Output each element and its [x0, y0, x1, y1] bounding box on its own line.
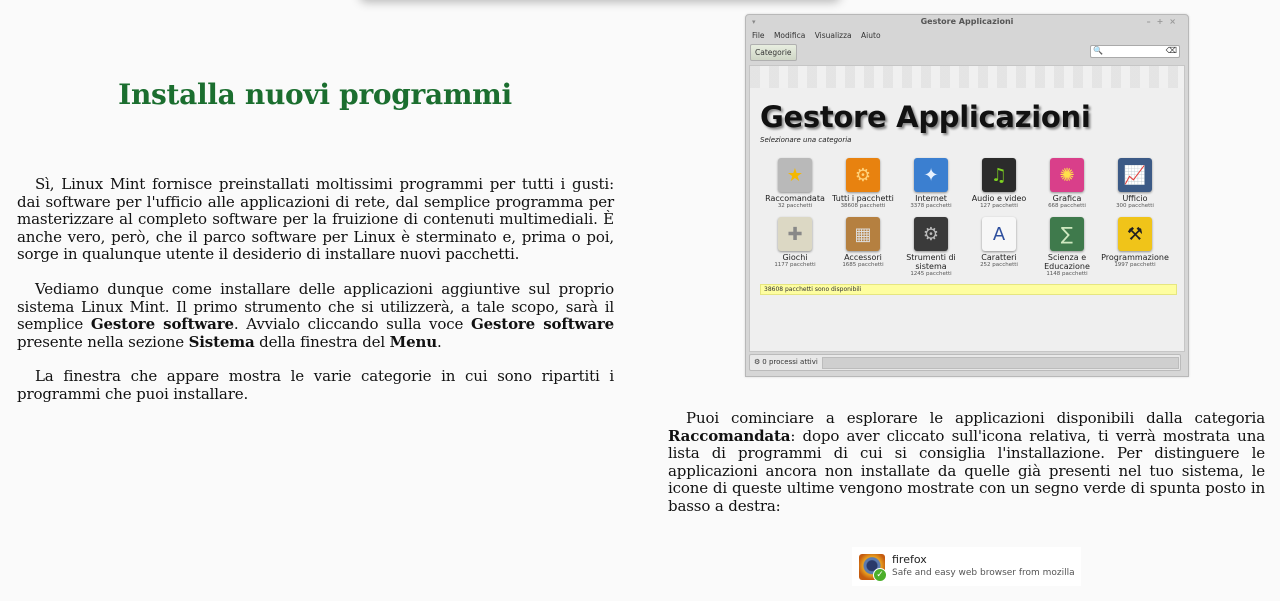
- category-icon: ⚙: [914, 217, 948, 251]
- category-ufficio[interactable]: [1100, 158, 1170, 210]
- category-icon: ✦: [914, 158, 948, 192]
- category-giochi[interactable]: [760, 217, 830, 269]
- menu-modifica[interactable]: Modifica: [773, 31, 806, 40]
- category-label: Audio e video: [971, 194, 1027, 203]
- bold-term: Gestore software: [470, 315, 614, 334]
- category-accessori[interactable]: [828, 217, 898, 269]
- menu-visualizza[interactable]: Visualizza: [814, 31, 852, 40]
- category-grafica[interactable]: [1032, 158, 1102, 210]
- processes-text: 0 processi attivi: [762, 358, 818, 366]
- bold-term: Raccomandata: [668, 426, 791, 445]
- search-icon: 🔍: [1093, 46, 1103, 55]
- category-internet[interactable]: [896, 158, 966, 210]
- text-run: : dopo aver cliccato sull'icona relativa, ti verrà mostrata una lista di programmi di cui si consiglia l'installazione. Per distinguere le applicazioni ancora non installate da quelle già presenti nel tuo sistema, le icone di queste ultime vengono mostrate con un segno verde di spunta posto in basso a destra:: [668, 426, 1265, 515]
- category-label: Grafica: [1052, 194, 1082, 203]
- close-icon[interactable]: ×: [1169, 17, 1182, 26]
- window-title: Gestore Applicazioni: [920, 17, 1014, 26]
- category-count: 1997 pacchetti: [1114, 262, 1156, 268]
- clear-search-icon[interactable]: ⌫: [1165, 46, 1177, 55]
- gestore-applicazioni-screenshot: [745, 14, 1189, 377]
- category-label: Strumenti di sistema: [906, 253, 956, 271]
- minimize-icon[interactable]: –: [1146, 17, 1157, 26]
- bold-term: Sistema: [188, 332, 255, 351]
- category-icon: A: [982, 217, 1016, 251]
- category-raccomandata[interactable]: [760, 158, 830, 210]
- search-input[interactable]: [1090, 45, 1180, 58]
- window-menu-icon[interactable]: ▾: [752, 18, 756, 26]
- text-run: .: [437, 332, 442, 351]
- category-label: Accessori: [844, 253, 882, 262]
- paragraph-categorie: [17, 368, 614, 403]
- header-stripes: [750, 66, 1184, 88]
- left-column: [17, 176, 614, 421]
- text-run: Vediamo dunque come installare delle applicazioni aggiuntive sul proprio sistema Linux Mint. Il primo strumento che si utilizzerà, a tale scopo, sarà il semplice: [17, 279, 614, 334]
- text-run: presente nella sezione: [17, 332, 189, 351]
- category-count: 1245 pacchetti: [910, 271, 952, 277]
- category-label: Scienza e Educazione: [1044, 253, 1090, 271]
- text-run: Puoi cominciare a esplorare le applicazioni disponibili dalla categoria: [686, 409, 1265, 427]
- categorie-button[interactable]: Categorie: [750, 44, 797, 61]
- category-icon: ✚: [778, 217, 812, 251]
- category-icon: ★: [778, 158, 812, 192]
- category-icon: ♫: [982, 158, 1016, 192]
- app-name: firefox: [892, 553, 927, 566]
- category-count: 38608 pacchetti: [840, 203, 886, 209]
- category-count: 127 pacchetti: [980, 203, 1018, 209]
- category-label: Giochi: [782, 253, 808, 262]
- page-title: Installa nuovi programmi: [118, 78, 512, 111]
- category-tutti-i-pacchetti[interactable]: [828, 158, 898, 210]
- packages-available-bar: 38608 pacchetti sono disponibili: [760, 284, 1177, 295]
- category-label: Caratteri: [981, 253, 1017, 262]
- paragraph-gestore-software: [17, 281, 614, 351]
- paragraph-intro: [17, 176, 614, 264]
- category-label: Raccomandata: [765, 194, 825, 203]
- category-icon: ▦: [846, 217, 880, 251]
- right-column: [668, 410, 1265, 533]
- processes-statusbar: [749, 354, 1181, 371]
- category-icon: 📈: [1118, 158, 1152, 192]
- category-count: 1148 pacchetti: [1046, 271, 1088, 277]
- category-label: Tutti i pacchetti: [832, 194, 894, 203]
- menu-file[interactable]: File: [752, 31, 765, 40]
- category-count: 32 pacchetti: [777, 203, 813, 209]
- category-strumenti-di-sistema[interactable]: [896, 217, 966, 278]
- category-count: 300 pacchetti: [1116, 203, 1154, 209]
- installed-check-icon: ✓: [873, 568, 887, 582]
- category-label: Programmazione: [1101, 253, 1169, 262]
- category-count: 1177 pacchetti: [774, 262, 816, 268]
- app-description: Safe and easy web browser from mozilla: [892, 568, 1075, 578]
- progress-bar: [822, 357, 1179, 369]
- text-run: della finestra del: [254, 332, 390, 351]
- window-titlebar: [746, 15, 1188, 29]
- bold-term: Gestore software: [90, 315, 234, 334]
- category-count: 252 pacchetti: [980, 262, 1018, 268]
- app-subheading: Selezionare una categoria: [760, 136, 852, 144]
- category-icon: ⚒: [1118, 217, 1152, 251]
- toolbar: [746, 42, 1188, 62]
- menu-aiuto[interactable]: Aiuto: [861, 31, 881, 40]
- gear-icon: ⚙: [754, 358, 761, 366]
- category-count: 1685 pacchetti: [842, 262, 884, 268]
- window-controls: [1147, 15, 1182, 29]
- text-run: Sì, Linux Mint fornisce preinstallati moltissimi programmi per tutti i gusti: dai software per l'ufficio alle applicazioni di rete, dal semplice programma per masterizzare al completo software per la fruizione di contenuti multimediali. È anche vero, però, che il parco software per Linux è sterminato e, prima o poi, sorge in qualunque utente il desiderio di installare nuovi pacchetti.: [17, 175, 614, 264]
- app-heading: Gestore Applicazioni: [760, 100, 1091, 134]
- category-icon: ✺: [1050, 158, 1084, 192]
- text-run: La finestra che appare mostra le varie categorie in cui sono ripartiti i programmi che puoi installare.: [17, 367, 614, 403]
- category-label: Ufficio: [1122, 194, 1148, 203]
- paragraph-raccomandata: [668, 410, 1265, 516]
- category-label: Internet: [915, 194, 947, 203]
- category-scienza-e-educazione[interactable]: [1032, 217, 1102, 278]
- category-count: 3378 pacchetti: [910, 203, 952, 209]
- app-list-item-firefox[interactable]: [852, 547, 1081, 586]
- category-audio-e-video[interactable]: [964, 158, 1034, 210]
- menubar: [746, 29, 1188, 42]
- category-count: 668 pacchetti: [1048, 203, 1086, 209]
- text-run: . Avvialo cliccando sulla voce: [233, 315, 471, 334]
- category-caratteri[interactable]: [964, 217, 1034, 269]
- category-programmazione[interactable]: [1100, 217, 1170, 269]
- maximize-icon[interactable]: +: [1156, 17, 1170, 26]
- categories-panel: [749, 65, 1185, 352]
- category-icon: ∑: [1050, 217, 1084, 251]
- bold-term: Menu: [389, 332, 438, 351]
- category-icon: ⚙: [846, 158, 880, 192]
